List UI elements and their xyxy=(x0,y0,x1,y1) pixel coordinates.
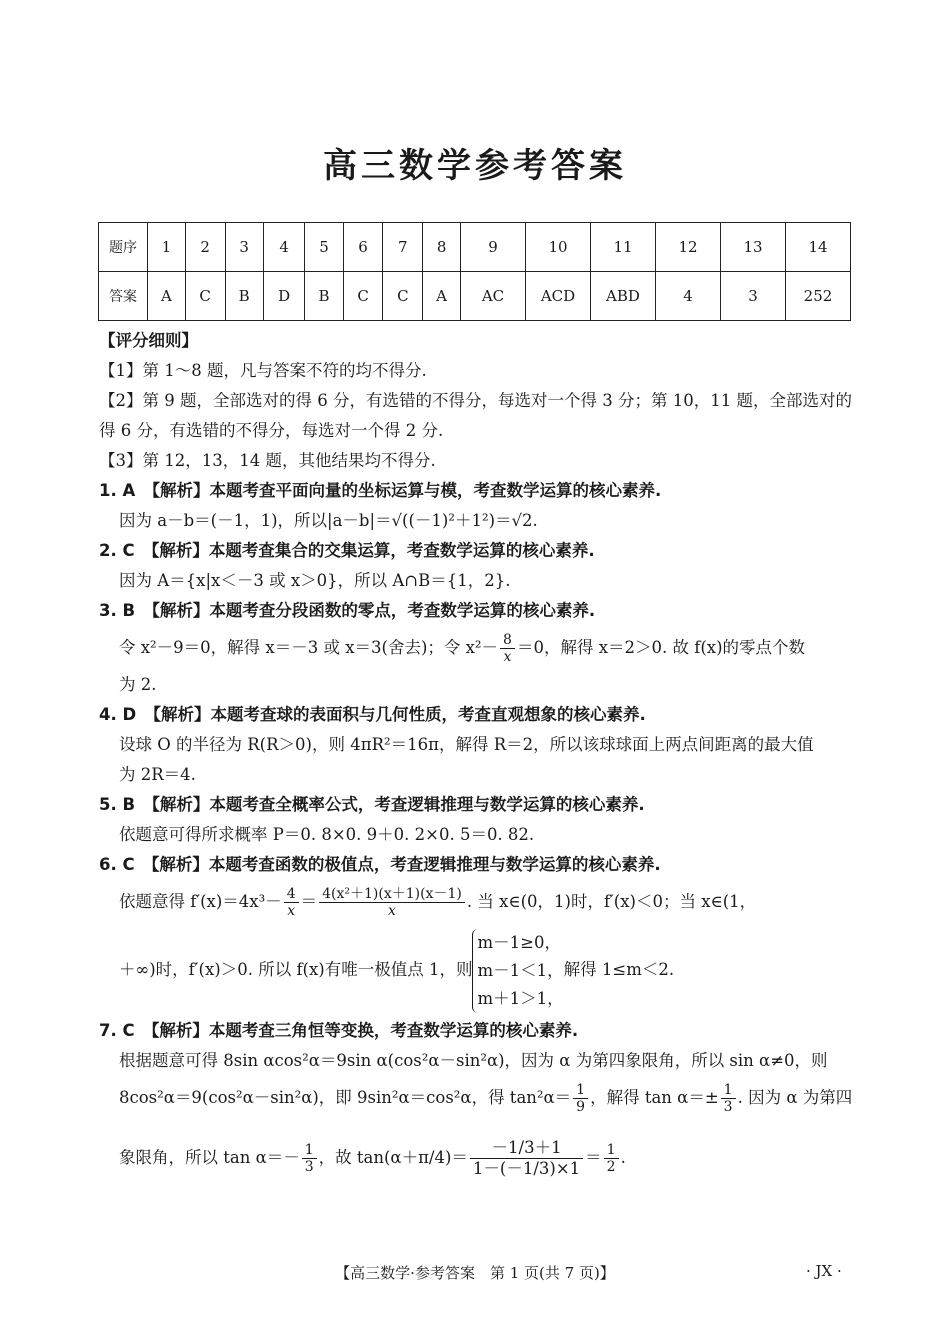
q7-line-3 xyxy=(99,1120,854,1196)
q7-text: ，解得 tan α＝± xyxy=(590,1088,719,1107)
footer-code: · JX · xyxy=(806,1262,842,1280)
q1-head: 1. A 【解析】本题考查平面向量的坐标运算与模，考查数学运算的核心素养. xyxy=(99,481,662,500)
rule-1: 【1】第 1～8 题，凡与答案不符的均不得分. xyxy=(99,361,427,380)
table-cell: AC xyxy=(461,272,526,321)
fraction xyxy=(721,1082,736,1115)
table-cell: C xyxy=(343,272,383,321)
denominator: 1－(－1/3)×1 xyxy=(472,1159,581,1178)
fraction xyxy=(604,1142,619,1175)
q1-body: 因为 a－b＝(－1，1)，所以|a－b|＝√((－1)²＋1²)＝√2. xyxy=(119,511,538,530)
table-cell: 2 xyxy=(185,223,225,272)
denominator: 3 xyxy=(304,1159,314,1175)
q6-head: 6. C 【解析】本题考查函数的极值点，考查逻辑推理与数学运算的核心素养. xyxy=(99,855,661,874)
rule-2: 【2】第 9 题，全部选对的得 6 分，有选错的不得分，每选对一个得 3 分；第 10，11 题，全部选对的 xyxy=(99,391,852,410)
q7-text: 象限角，所以 tan α＝－ xyxy=(119,1148,300,1167)
table-head: 题序 xyxy=(99,223,148,272)
table-cell: ABD xyxy=(591,272,656,321)
table-cell: 8 xyxy=(423,223,461,272)
q7-text: . 因为 α 为第四 xyxy=(737,1088,853,1107)
table-cell: A xyxy=(423,272,461,321)
table-cell: 13 xyxy=(721,223,786,272)
page-title: 高三数学参考答案 xyxy=(323,146,627,186)
q4-body: 设球 O 的半径为 R(R＞0)，则 4πR²＝16π，解得 R＝2，所以该球球面上两点间距离的最大值 xyxy=(119,735,814,754)
answer-table xyxy=(98,222,851,321)
rule-2-cont: 得 6 分，有选错的不得分，每选对一个得 2 分. xyxy=(99,421,444,440)
q6-body-cont xyxy=(99,924,854,1016)
q3-body-cont: 为 2. xyxy=(119,675,157,694)
q3-head: 3. B 【解析】本题考查分段函数的零点，考查数学运算的核心素养. xyxy=(99,601,596,620)
q7-head: 7. C 【解析】本题考查三角恒等变换，考查数学运算的核心素养. xyxy=(99,1021,579,1040)
denominator: x xyxy=(388,903,396,919)
table-row xyxy=(99,223,851,272)
content xyxy=(99,326,854,1196)
rule-3: 【3】第 12，13，14 题，其他结果均不得分. xyxy=(99,451,436,470)
table-cell: 6 xyxy=(343,223,383,272)
numerator: 1 xyxy=(302,1142,317,1159)
q3-body xyxy=(99,626,854,670)
denominator: 3 xyxy=(723,1099,733,1115)
table-cell: 12 xyxy=(656,223,721,272)
fraction xyxy=(302,1142,317,1175)
numerator: 1 xyxy=(604,1142,619,1159)
page-footer: 【高三数学·参考答案 第 1 页(共 7 页)】 xyxy=(335,1264,615,1282)
table-cell: 7 xyxy=(383,223,423,272)
q7-text: . xyxy=(620,1148,626,1167)
numerator: 1 xyxy=(573,1082,588,1099)
table-cell: 10 xyxy=(526,223,591,272)
q7-text: ＝ xyxy=(585,1148,602,1167)
fraction xyxy=(573,1082,588,1115)
table-cell: B xyxy=(305,272,343,321)
rules-heading: 【评分细则】 xyxy=(99,331,198,350)
table-cell: 14 xyxy=(786,223,851,272)
table-cell: 252 xyxy=(786,272,851,321)
q4-body-cont: 为 2R＝4. xyxy=(119,765,196,784)
q6-equals: ＝ xyxy=(300,892,318,911)
table-cell: 5 xyxy=(305,223,343,272)
table-cell: 1 xyxy=(148,223,186,272)
big-fraction xyxy=(470,1138,583,1179)
q3-fraction xyxy=(500,632,515,665)
numerator: 8 xyxy=(500,632,515,649)
table-head: 答案 xyxy=(99,272,148,321)
q5-body: 依题意可得所求概率 P＝0. 8×0. 9＋0. 2×0. 5＝0. 82. xyxy=(119,825,535,844)
numerator: 1 xyxy=(721,1082,736,1099)
q2-head: 2. C 【解析】本题考查集合的交集运算，考查数学运算的核心素养. xyxy=(99,541,595,560)
table-cell: 4 xyxy=(263,223,305,272)
q7-line-1: 根据题意可得 8sin αcos²α＝9sin α(cos²α－sin²α)，因为 α 为第四象限角，所以 sin α≠0，则 xyxy=(119,1051,828,1070)
denominator: 9 xyxy=(576,1099,586,1115)
inequality: m＋1＞1， xyxy=(477,988,564,1008)
table-cell: 3 xyxy=(225,223,263,272)
q7-line-2 xyxy=(99,1076,854,1120)
q7-text: 8cos²α＝9(cos²α－sin²α)，即 9sin²α＝cos²α，得 tan²α＝ xyxy=(119,1088,572,1107)
table-cell: B xyxy=(225,272,263,321)
q2-body: 因为 A＝{x|x＜－3 或 x＞0}，所以 A∩B＝{1，2}. xyxy=(119,571,511,590)
q6-fraction-2 xyxy=(319,886,465,919)
numerator: －1/3＋1 xyxy=(470,1138,583,1159)
numerator: 4 xyxy=(284,886,299,903)
table-cell: 3 xyxy=(721,272,786,321)
inequality: m－1＜1， xyxy=(477,960,564,980)
q3-text-b: ＝0，解得 x＝2＞0. 故 f(x)的零点个数 xyxy=(516,638,806,657)
table-cell: ACD xyxy=(526,272,591,321)
table-cell: A xyxy=(148,272,186,321)
q4-head: 4. D 【解析】本题考查球的表面积与几何性质，考查直观想象的核心素养. xyxy=(99,705,646,724)
q6-text-c: ＋∞)时，f′(x)＞0. 所以 f(x)有唯一极值点 1，则 xyxy=(119,960,473,979)
q7-text: ，故 tan(α＋π/4)＝ xyxy=(318,1148,468,1167)
q6-fraction-1 xyxy=(284,886,299,919)
q6-text-a: 依题意得 f′(x)＝4x³－ xyxy=(119,892,282,911)
q6-text-b: . 当 x∈(0，1)时，f′(x)＜0；当 x∈(1， xyxy=(466,892,757,911)
q6-body xyxy=(99,880,854,924)
denominator: 2 xyxy=(606,1159,616,1175)
inequality-system xyxy=(472,929,563,1013)
table-cell: 11 xyxy=(591,223,656,272)
denominator: x xyxy=(287,903,296,919)
table-cell: 4 xyxy=(656,272,721,321)
table-cell: C xyxy=(383,272,423,321)
inequality: m－1≥0， xyxy=(477,932,561,952)
q3-text-a: 令 x²－9＝0，解得 x＝－3 或 x＝3(舍去)；令 x²－ xyxy=(119,638,499,657)
table-cell: 9 xyxy=(461,223,526,272)
table-cell: C xyxy=(185,272,225,321)
denominator: x xyxy=(503,649,512,665)
q5-head: 5. B 【解析】本题考查全概率公式，考查逻辑推理与数学运算的核心素养. xyxy=(99,795,645,814)
q6-text-d: 解得 1≤m＜2. xyxy=(563,960,675,979)
numerator: 4(x²＋1)(x＋1)(x－1) xyxy=(319,886,465,903)
table-row xyxy=(99,272,851,321)
table-cell: D xyxy=(263,272,305,321)
